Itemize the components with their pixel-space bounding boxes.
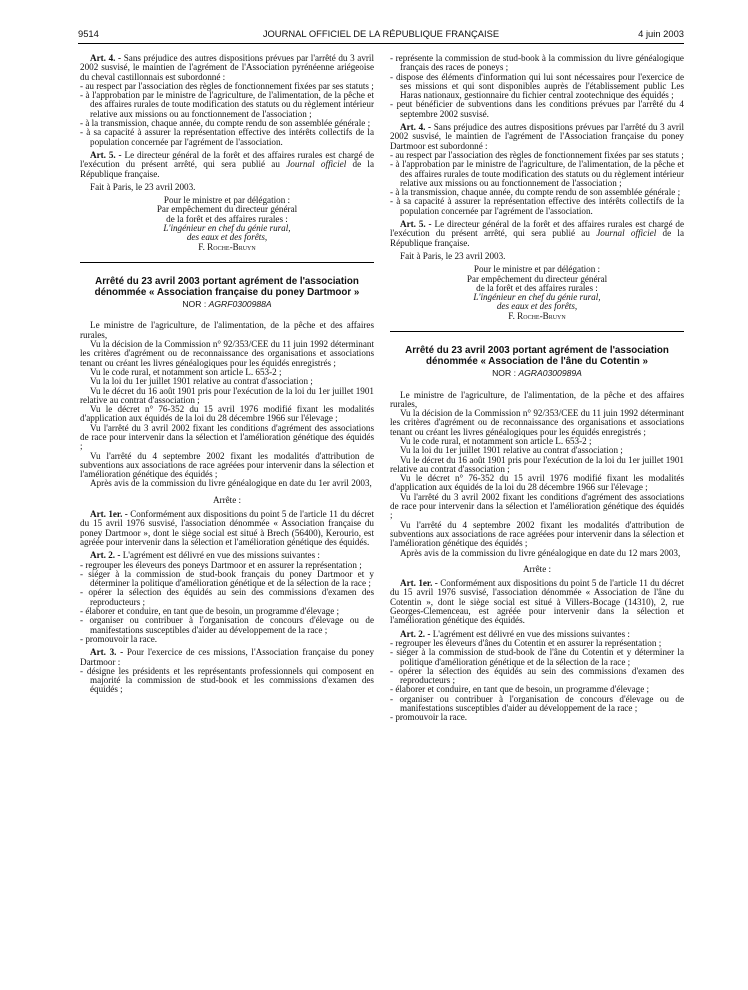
visa: Vu le décret n° 76-352 du 15 avril 1976 modifié fixant les modalités d'application aux équidés de la loi du 28 décembre 1966 sur l'élevage ; <box>80 404 374 424</box>
list-item: - à l'approbation par le ministre de l'agriculture, de l'alimentation, de la pêche et des affaires rurales de toute modification des statuts ou du règlement intérieur relative aux missions ou au fonctionnement de l'association ; <box>390 159 684 188</box>
header-rule <box>78 43 684 44</box>
signatory-name: F. Roche-Bruyn <box>508 310 566 321</box>
visa: Vu l'arrêté du 4 septembre 2002 fixant les modalités d'attribution de subventions aux associations de race agréées pour intervenir dans la sélection et l'amélioration génétique des équidés ; <box>390 519 684 549</box>
article-label: Art. 1er. - <box>400 578 438 589</box>
list-item: - siéger à la commission de stud-book de l'âne du Cotentin et y déterminer la politique d'amélioration génétique et de la sélection de la race ; <box>390 647 684 667</box>
article-text: Conformément aux dispositions du point 5 de l'article 11 du décret du 15 avril 1976 susvisé, l'association dénommée « Association française du poney Dartmoor », dont le siège social est situé à Brech (56400), Kerourio, est agréée pour intervenir dans la sélection et l'amélioration génétique des équidés. <box>80 509 375 547</box>
right-column <box>390 54 684 723</box>
list-item: - représente la commission de stud-book à la commission du livre généalogique français des races de poneys ; <box>390 53 684 73</box>
visa: Vu le décret n° 76-352 du 15 avril 1976 modifié fixant les modalités d'application aux équidés de la loi du 28 décembre 1966 sur l'élevage ; <box>390 473 684 493</box>
list-item: - élaborer et conduire, en tant que de besoin, un programme d'élevage ; <box>80 606 340 617</box>
visa: Vu le code rural, et notamment son article L. 653-2 ; <box>90 366 282 377</box>
visa: Vu le décret du 16 août 1901 pris pour l'exécution de la loi du 1er juillet 1901 relative au contrat d'association ; <box>390 454 684 474</box>
article-1 <box>80 510 374 547</box>
issue-date: 4 juin 2003 <box>638 28 684 39</box>
list-item: - organiser ou contribuer à l'organisation de concours d'élevage ou de manifestations susceptibles d'aider au développement de la race ; <box>390 693 684 713</box>
list-item: - élaborer et conduire, en tant que de besoin, un programme d'élevage ; <box>390 684 650 695</box>
signature-line: des eaux et des forêts, <box>186 232 268 243</box>
journal-name: Journal officiel <box>596 228 657 239</box>
article-4 <box>390 123 684 151</box>
signature-line: L'ingénieur en chef du génie rural, <box>163 223 291 234</box>
list-item: - au respect par l'association des règles de fonctionnement fixées par ses statuts ; <box>80 80 374 91</box>
visa: Le ministre de l'agriculture, de l'alimentation, de la pêche et des affaires rurales, <box>390 389 684 409</box>
visa: Vu l'arrêté du 4 septembre 2002 fixant les modalités d'attribution de subventions aux associations de race agréées pour intervenir dans la sélection et l'amélioration génétique des équidés ; <box>80 450 374 480</box>
article-text: Le directeur général de la forêt et des affaires rurales est chargé de l'exécution du présent arrêté, qui sera publié au <box>80 149 375 170</box>
article-text: Le directeur général de la forêt et des affaires rurales est chargé de l'exécution du présent arrêté, qui sera publié au <box>390 219 685 239</box>
section-divider <box>390 331 684 332</box>
article-text: Conformément aux dispositions du point 5 de l'article 11 du décret du 15 avril 1976 susvisé, l'association dénommée « Association de l'âne du Cotentin », dont le siège social est situé à Villers-Bocage (14310), 2, rue Georges-Clemenceau, est agréée pour intervenir dans la sélection et l'amélioration génétique des équidés. <box>390 578 685 626</box>
visa: Le ministre de l'agriculture, de l'alimentation, de la pêche et des affaires rurales, <box>80 320 374 340</box>
page-number: 9514 <box>78 28 99 39</box>
list-item: - à la transmission, chaque année, du compte rendu de son assemblée générale ; <box>80 118 371 129</box>
section-divider <box>80 262 374 263</box>
article-text: L'agrément est délivré en vue des missions suivantes : <box>122 550 320 561</box>
left-column <box>80 54 374 695</box>
signatory-name: F. Roche-Bruyn <box>198 241 256 252</box>
signature-line: L'ingénieur en chef du génie rural, <box>473 292 601 303</box>
nor-code: AGRF0300988A <box>208 299 272 310</box>
nor-label: NOR : <box>182 299 207 310</box>
journal-title: JOURNAL OFFICIEL DE LA RÉPUBLIQUE FRANÇAISE <box>262 28 500 39</box>
nor-code: AGRA0300989A <box>518 368 582 379</box>
list-item: - opérer la sélection des équidés au sein des commissions d'examen des reproducteurs ; <box>390 665 684 686</box>
list-item: - organiser ou contribuer à l'organisation de concours d'élevage ou de manifestations susceptibles d'aider au développement de la race ; <box>80 615 374 635</box>
visa: Vu le décret du 16 août 1901 pris pour l'exécution de la loi du 1er juillet 1901 relative au contrat d'association ; <box>80 385 374 405</box>
nor-reference <box>390 369 684 378</box>
journal-name: Journal officiel <box>286 159 347 170</box>
list-item: - siéger à la commission de stud-book français du poney Dartmoor et y déterminer la politique d'amélioration génétique et de la sélection de la race ; <box>80 568 374 589</box>
list-item: - promouvoir la race. <box>390 712 468 723</box>
signature-line: Par empêchement du directeur général <box>466 273 608 284</box>
signature-line: des eaux et des forêts, <box>496 301 578 312</box>
visa: Vu l'arrêté du 3 avril 2002 fixant les conditions d'agrément des associations de race pour intervenir dans la sélection et l'amélioration génétique des équidés ; <box>80 422 374 452</box>
visa: Vu la décision de la Commission n° 92/353/CEE du 11 juin 1992 déterminant les critères d'agrément ou de reconnaissance des organisations et associations tenant ou créant les livres généalogiques pour les équidés enregistrés ; <box>390 408 684 437</box>
list-item: - à la transmission, chaque année, du compte rendu de son assemblée générale ; <box>390 187 681 198</box>
nor-reference <box>80 300 374 309</box>
signature-line: de la forêt et des affaires rurales : <box>476 282 598 293</box>
list-item: - regrouper les éleveurs d'ânes du Cotentin et en assurer la représentation ; <box>390 637 662 648</box>
list-item: - au respect par l'association des règles de fonctionnement fixées par ses statuts ; <box>390 149 684 160</box>
visa: Vu l'arrêté du 3 avril 2002 fixant les conditions d'agrément des associations de race pour intervenir dans la sélection et l'amélioration génétique des équidés ; <box>390 491 684 521</box>
list-item: - à l'approbation par le ministre de l'agriculture, de l'alimentation, de la pêche et des affaires rurales de toute modification des statuts ou du règlement intérieur relative aux missions ou au fonctionnement de l'association ; <box>80 90 374 119</box>
decree-title: Arrêté du 23 avril 2003 portant agrément de l'association dénommée « Association de l'âne du Cotentin » <box>405 345 669 367</box>
article-text: Sans préjudice des autres dispositions prévues par l'arrêté du 3 avril 2002 susvisé, le maintien de l'agrément de l'Association pyrénéenne ariégeoise du cheval castillonnais est subordonné : <box>80 53 375 82</box>
signature-line: de la forêt et des affaires rurales : <box>166 213 288 224</box>
visa: Après avis de la commission du livre généalogique en date du 12 mars 2003, <box>400 547 681 558</box>
article-text: L'agrément est délivré en vue des missions suivantes : <box>432 628 630 639</box>
signature-line: Pour le ministre et par délégation : <box>163 195 291 206</box>
article-label: Art. 2. - <box>90 550 121 561</box>
article-text: de la République française. <box>80 159 375 179</box>
article-1 <box>390 579 684 625</box>
visa: Vu le code rural, et notamment son article L. 653-2 ; <box>400 435 592 446</box>
article-label: Art. 3. - <box>90 647 124 658</box>
arrete-heading: Arrête : <box>212 494 242 505</box>
article-label: Art. 4. - <box>90 53 122 63</box>
article-text: Pour l'exercice de ces missions, l'Association française du poney Dartmoor : <box>80 647 375 667</box>
signature-line: Pour le ministre et par délégation : <box>473 264 601 275</box>
nor-label: NOR : <box>492 368 516 379</box>
article-3 <box>80 648 374 667</box>
article-label: Art. 4. - <box>400 122 432 133</box>
arrete-heading: Arrête : <box>522 563 552 574</box>
visa: Vu la décision de la Commission n° 92/353/CEE du 11 juin 1992 déterminant les critères d'agrément ou de reconnaissance des organisations et associations tenant ou créant les livres généalogiques pour les équidés enregistrés ; <box>80 339 374 368</box>
article-label: Art. 5. - <box>400 219 432 230</box>
article-label: Art. 2. - <box>400 628 431 639</box>
list-item: - peut bénéficier de subventions dans les conditions prévues par l'arrêté du 4 septembre 2002 susvisé. <box>390 99 684 119</box>
list-item: - désigne les présidents et les représentants professionnels qui composent en majorité la commission de stud-book et les commissions d'examen des équidés ; <box>80 665 374 695</box>
signing-place-date: Fait à Paris, le 23 avril 2003. <box>400 250 506 261</box>
visa: Après avis de la commission du livre généalogique en date du 1er avril 2003, <box>90 478 372 489</box>
list-item: - opérer la sélection des équidés au sein des commissions d'examen des reproducteurs ; <box>80 587 374 607</box>
article-label: Art. 1er. - <box>90 509 128 520</box>
list-item: - promouvoir la race. <box>80 633 158 644</box>
page-header <box>78 26 684 42</box>
article-text: de la République française. <box>390 228 685 248</box>
list-item: - à sa capacité à assurer la représentation effective des intérêts collectifs de la population concernée par l'agrément de l'association. <box>390 196 684 216</box>
article-text: Sans préjudice des autres dispositions prévues par l'arrêté du 3 avril 2002 susvisé, le maintien de l'agrément de l'Association française du poney Dartmoor est subordonné : <box>390 122 685 151</box>
list-item: - regrouper les éleveurs des poneys Dartmoor et en assurer la représentation ; <box>80 559 362 570</box>
article-label: Art. 5. - <box>90 149 122 160</box>
signing-place-date: Fait à Paris, le 23 avril 2003. <box>90 181 196 192</box>
signature-line: Par empêchement du directeur général <box>156 204 298 215</box>
article-5 <box>390 220 684 248</box>
list-item: - à sa capacité à assurer la représentation effective des intérêts collectifs de la population concernée par l'agrément de l'association. <box>80 127 374 147</box>
visa: Vu la loi du 1er juillet 1901 relative au contrat d'association ; <box>400 445 623 456</box>
visa: Vu la loi du 1er juillet 1901 relative au contrat d'association ; <box>90 376 313 387</box>
article-4 <box>80 54 374 82</box>
list-item: - dispose des éléments d'information qui lui sont nécessaires pour l'exercice de ses missions et qui sont disponibles auprès de l'établissement public Les Haras nationaux, gestionnaire du fichier central zootechnique des équidés ; <box>390 71 684 101</box>
decree-title: Arrêté du 23 avril 2003 portant agrément de l'association dénommée « Association française du poney Dartmoor » <box>94 275 360 298</box>
article-5 <box>80 151 374 179</box>
